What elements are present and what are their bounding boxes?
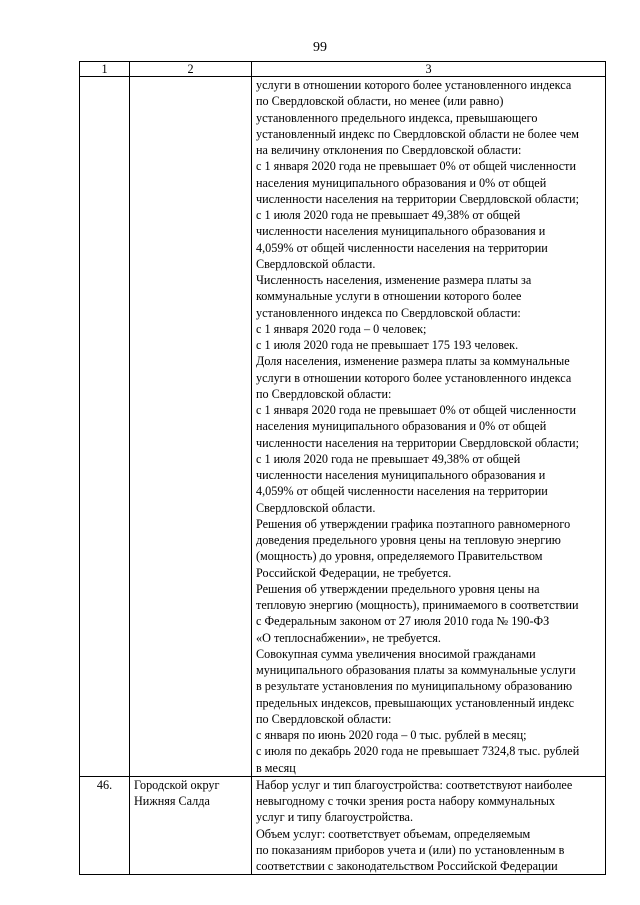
text-line: в месяц xyxy=(256,760,296,775)
text-line: с 1 января 2020 года – 0 человек; xyxy=(256,321,427,336)
text-line: установленного индекса по Свердловской области: xyxy=(256,305,521,320)
text-line: на величину отклонения по Свердловской области: xyxy=(256,143,522,157)
text-line: коммунальные услуги в отношении которого более xyxy=(256,289,522,304)
text-line: в результате установления по муниципальному образованию xyxy=(256,679,573,694)
text-line: по Свердловской области: xyxy=(256,386,392,401)
text-line: населения муниципального образования и 0% от общей xyxy=(256,175,547,190)
text-line: численности населения муниципального образования и xyxy=(256,224,546,239)
text-line: с 1 июля 2020 года не превышает 49,38% от общей xyxy=(256,451,521,466)
table-row xyxy=(80,776,606,875)
text-line: населения муниципального образования и 0% от общей xyxy=(256,419,547,434)
column-header: 1 xyxy=(80,62,130,77)
table-row xyxy=(80,77,606,777)
text-line: муниципального образования платы за коммунальные услуги xyxy=(256,663,576,677)
text-line: доведения предельного уровня цены на тепловую энергию xyxy=(256,533,561,547)
row-number xyxy=(80,77,130,777)
page-number: 99 xyxy=(313,40,327,55)
text-line: по Свердловской области, но менее (или равно) xyxy=(256,94,504,109)
text-line: с июля по декабрь 2020 года не превышает 7324,8 тыс. рублей xyxy=(256,744,580,759)
text-line: Свердловской области. xyxy=(256,500,376,515)
text-line: «О теплоснабжении», не требуется. xyxy=(256,630,441,645)
text-line: установленный индекс по Свердловской области не более чем xyxy=(256,126,579,141)
description-cell xyxy=(252,77,606,777)
document-table xyxy=(79,61,606,875)
column-header: 3 xyxy=(252,62,606,77)
municipality-name-line: Городской округ xyxy=(134,777,220,792)
text-line: с 1 июля 2020 года не превышает 175 193 человек. xyxy=(256,338,519,352)
description-cell xyxy=(252,776,606,875)
municipality-cell xyxy=(130,77,252,777)
text-line: тепловую энергию (мощность), принимаемого в соответствии xyxy=(256,598,579,612)
text-line: (мощность) до уровня, определяемого Правительством xyxy=(256,549,543,564)
text-line: Доля населения, изменение размера платы за коммунальные xyxy=(256,354,570,369)
text-line: Совокупная сумма увеличения вносимой гражданами xyxy=(256,646,536,661)
text-line: численности населения на территории Свердловской области; xyxy=(256,435,579,450)
text-line: Набор услуг и тип благоустройства: соответствуют наиболее xyxy=(256,777,573,792)
text-line: невыгодному с точки зрения роста набору коммунальных xyxy=(256,794,556,808)
text-line: с 1 июля 2020 года не превышает 49,38% от общей xyxy=(256,208,521,222)
text-line: соответствии с законодательством Российской Федерации xyxy=(256,859,558,873)
text-line: Решения об утверждении графика поэтапного равномерного xyxy=(256,516,571,531)
text-line: с Федеральным законом от 27 июля 2010 года № 190-ФЗ xyxy=(256,614,550,629)
text-line: услуг и типу благоустройства. xyxy=(256,810,413,825)
text-line: установленного предельного индекса, превышающего xyxy=(256,110,538,125)
text-line: Решения об утверждении предельного уровня цены на xyxy=(256,581,540,596)
text-line: с января по июнь 2020 года – 0 тыс. рублей в месяц; xyxy=(256,728,527,742)
table-header-row xyxy=(80,62,606,77)
text-line: численности населения на территории Свердловской области; xyxy=(256,191,579,206)
text-line: с 1 января 2020 года не превышает 0% от общей численности xyxy=(256,159,577,174)
text-line: Численность населения, изменение размера платы за xyxy=(256,273,532,287)
text-line: Свердловской области. xyxy=(256,256,376,271)
text-line: Объем услуг: соответствует объемам, определяемым xyxy=(256,826,531,841)
text-line: услуги в отношении которого более установленного индекса xyxy=(256,370,572,385)
municipality-name-line: Нижняя Салда xyxy=(134,794,210,808)
text-line: по показаниям приборов учета и (или) по установленным в xyxy=(256,842,565,857)
text-line: 4,059% от общей численности населения на территории xyxy=(256,484,548,499)
row-number: 46. xyxy=(80,776,130,875)
text-line: численности населения муниципального образования и xyxy=(256,468,546,482)
text-line: Российской Федерации, не требуется. xyxy=(256,565,452,580)
text-line: с 1 января 2020 года не превышает 0% от общей численности xyxy=(256,403,577,417)
municipality-cell xyxy=(130,776,252,875)
text-line: услуги в отношении которого более установленного индекса xyxy=(256,78,572,92)
text-line: по Свердловской области: xyxy=(256,711,392,726)
column-header: 2 xyxy=(130,62,252,77)
text-line: 4,059% от общей численности населения на территории xyxy=(256,240,548,255)
text-line: предельных индексов, превышающих установленный индекс xyxy=(256,695,575,710)
